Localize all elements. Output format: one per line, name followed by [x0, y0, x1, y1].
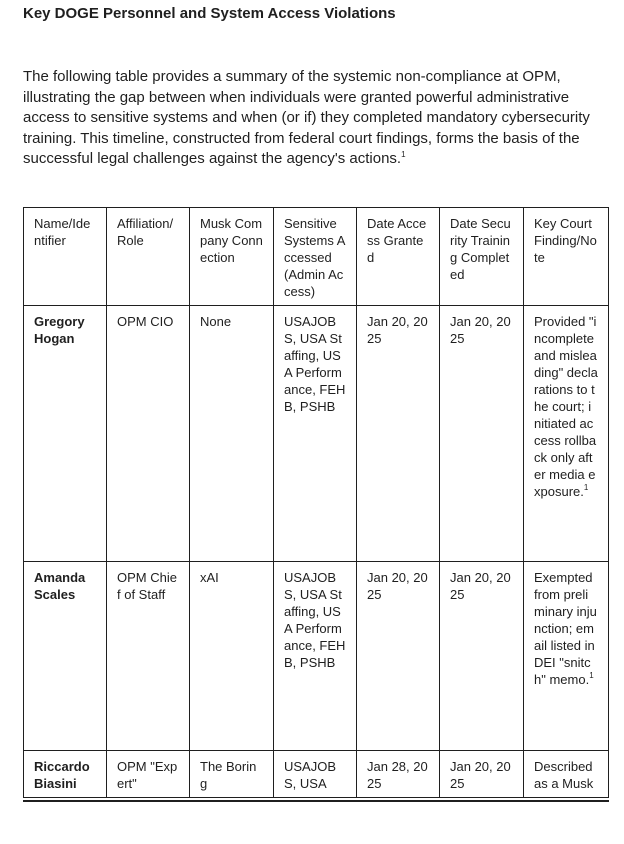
table-row: [24, 306, 609, 562]
cell-musk-connection: None: [190, 306, 274, 562]
cell-name: Riccardo Biasini: [24, 751, 107, 798]
intro-text: The following table provides a summary of the systemic non-compliance at OPM, illustrating the gap between when individuals were granted powerful administrative access to sensitive systems and when (or if) they completed mandatory cybersecurity training. This timeline, constructed from federal court findings, forms the basis of the successful legal challenges against the agency's actions.: [23, 68, 590, 167]
column-header-systems: Sensitive Systems Accessed (Admin Access): [274, 208, 357, 306]
footnote-marker[interactable]: 1: [401, 150, 406, 159]
footnote-marker[interactable]: 1: [583, 483, 589, 492]
cell-court-note: [524, 562, 609, 751]
column-header-musk-connection: Musk Company Connection: [190, 208, 274, 306]
page-heading: Key DOGE Personnel and System Access Violations: [23, 5, 396, 22]
intro-paragraph: [23, 67, 611, 170]
cell-access-date: Jan 20, 2025: [357, 562, 440, 751]
cell-training-date: Jan 20, 2025: [440, 751, 524, 798]
cell-court-note: [524, 306, 609, 562]
cell-role: OPM CIO: [107, 306, 190, 562]
column-header-role: Affiliation/Role: [107, 208, 190, 306]
column-header-court-note: Key Court Finding/Note: [524, 208, 609, 306]
cell-court-note: [524, 751, 609, 798]
cell-musk-connection: xAI: [190, 562, 274, 751]
cell-access-date: Jan 28, 2025: [357, 751, 440, 798]
cell-systems: USAJOBS, USA Staffing, USA Performance, FEHB, PSHB: [274, 562, 357, 751]
cell-systems: USAJOBS, USA: [274, 751, 357, 798]
cell-training-date: Jan 20, 2025: [440, 562, 524, 751]
column-header-training-date: Date Security Training Completed: [440, 208, 524, 306]
cell-name: Gregory Hogan: [24, 306, 107, 562]
column-header-access-date: Date Access Granted: [357, 208, 440, 306]
cell-court-note-text: Exempted from preliminary injunction; email listed in DEI "snitch" memo.: [534, 570, 597, 687]
cell-name: Amanda Scales: [24, 562, 107, 751]
table-container: [23, 207, 609, 802]
cell-court-note-text: Provided "incomplete and misleading" declarations to the court; initiated access rollback only after media exposure.: [534, 314, 598, 499]
access-violations-table: [23, 207, 609, 798]
column-header-name: Name/Identifier: [24, 208, 107, 306]
cell-role: OPM "Expert": [107, 751, 190, 798]
table-row: [24, 751, 609, 798]
cell-court-note-text: Described as a Musk: [534, 759, 594, 791]
cell-musk-connection: The Boring: [190, 751, 274, 798]
table-header-row: [24, 208, 609, 306]
cell-training-date: Jan 20, 2025: [440, 306, 524, 562]
cell-role: OPM Chief of Staff: [107, 562, 190, 751]
cell-systems: USAJOBS, USA Staffing, USA Performance, FEHB, PSHB: [274, 306, 357, 562]
footnote-marker[interactable]: 1: [589, 671, 594, 680]
table-row: [24, 562, 609, 751]
cell-access-date: Jan 20, 2025: [357, 306, 440, 562]
